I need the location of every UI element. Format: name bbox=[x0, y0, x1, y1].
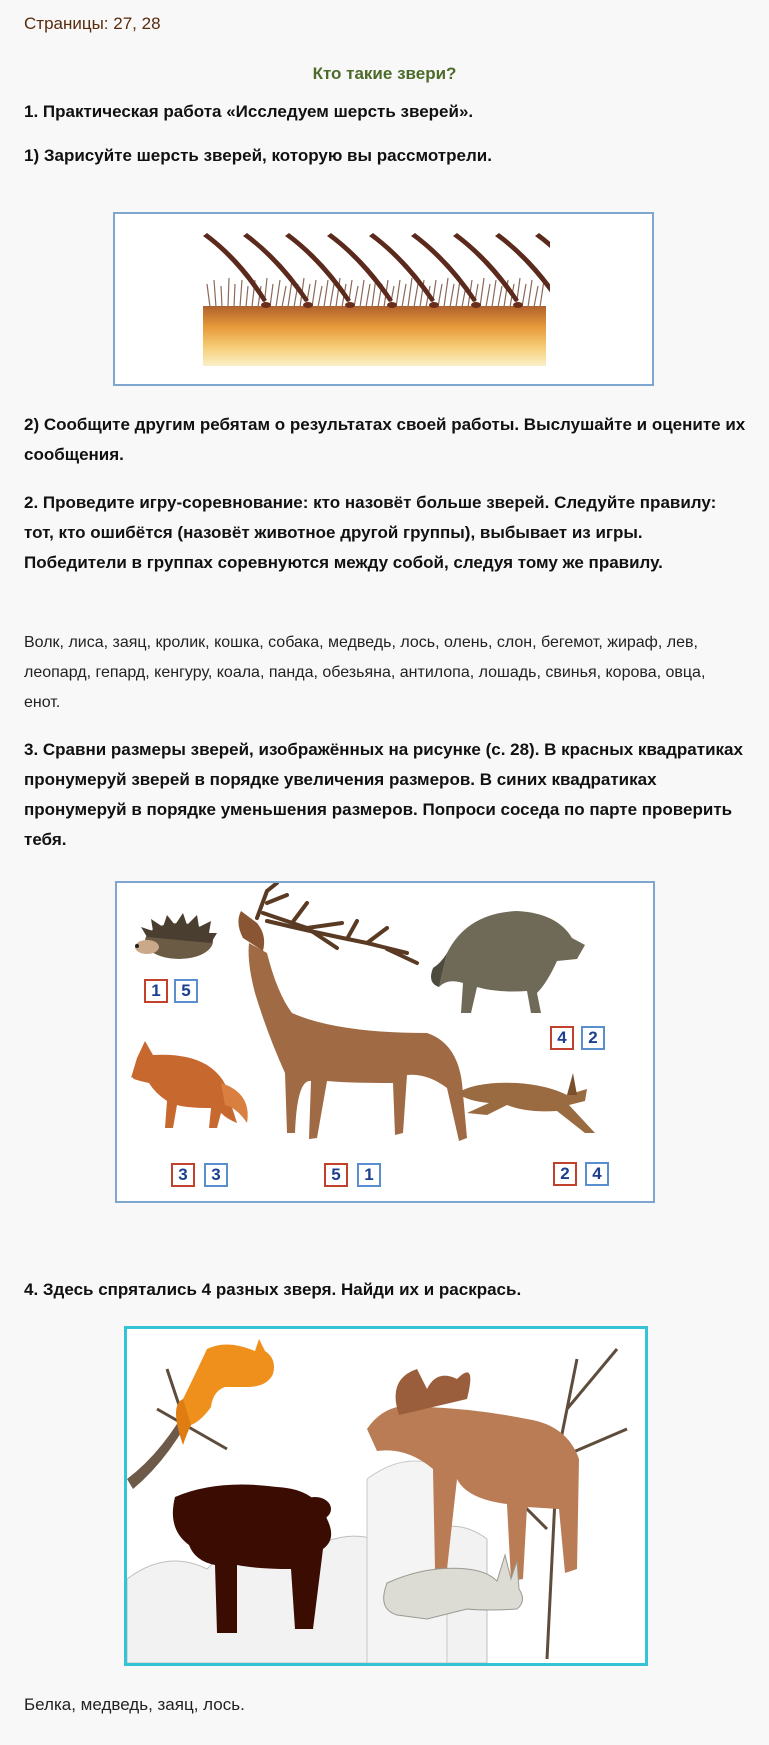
hedgehog-red-box[interactable]: 1 bbox=[144, 979, 168, 1003]
task4-answer: Белка, медведь, заяц, лось. bbox=[24, 1695, 245, 1714]
wolf-drawing bbox=[431, 911, 585, 1013]
wolf-red-box[interactable]: 4 bbox=[550, 1026, 574, 1050]
fox-blue-box[interactable]: 3 bbox=[204, 1163, 228, 1187]
hidden-animals-illustration bbox=[127, 1329, 645, 1663]
task1-step2: 2) Сообщите другим ребятам о результатах своей работы. Выслушайте и оцените их сообщения. bbox=[24, 415, 746, 464]
hidden-animals-figure bbox=[124, 1326, 648, 1666]
task3-text: 3. Сравни размеры зверей, изображённых на рисунке (с. 28). В красных квадратиках пронумеруй зверей в порядке увеличения размеров. В синих квадратиках пронумеруй в порядке уменьшения размеров. Попроси соседа по парте проверить тебя. bbox=[24, 740, 743, 849]
hedgehog-blue-box[interactable]: 5 bbox=[174, 979, 198, 1003]
hare-drawing bbox=[457, 1073, 595, 1133]
task1-step1: 1) Зарисуйте шерсть зверей, которую вы рассмотрели. bbox=[24, 146, 492, 165]
task4-text: 4. Здесь спрятались 4 разных зверя. Найди их и раскрась. bbox=[24, 1280, 522, 1299]
page-title: Кто такие звери? bbox=[312, 64, 457, 83]
hare-blue-box[interactable]: 4 bbox=[585, 1162, 609, 1186]
wolf-blue-box[interactable]: 2 bbox=[581, 1026, 605, 1050]
fur-figure bbox=[113, 212, 654, 386]
fox-drawing bbox=[131, 1041, 248, 1128]
deer-drawing bbox=[238, 883, 467, 1141]
animals-figure bbox=[115, 881, 655, 1203]
task2-answer: Волк, лиса, заяц, кролик, кошка, собака, медведь, лось, олень, слон, бегемот, жираф, лев, леопард, гепард, кенгуру, коала, панда, обезьяна, антилопа, лошадь, свинья, корова, овца, енот. bbox=[24, 634, 706, 711]
pages-reference: Страницы: 27, 28 bbox=[24, 14, 161, 33]
fox-red-box[interactable]: 3 bbox=[171, 1163, 195, 1187]
deer-blue-box[interactable]: 1 bbox=[357, 1163, 381, 1187]
fur-illustration bbox=[115, 214, 652, 384]
hedgehog-drawing bbox=[135, 913, 217, 959]
task2-text: 2. Проведите игру-соревнование: кто назовёт больше зверей. Следуйте правилу: тот, кто ошибётся (назовёт животное другой группы), выбывает из игры. Победители в группах соревнуются между собой, следуя тому же правилу. bbox=[24, 493, 717, 572]
hare-red-box[interactable]: 2 bbox=[553, 1162, 577, 1186]
deer-red-box[interactable]: 5 bbox=[324, 1163, 348, 1187]
task1-heading: 1. Практическая работа «Исследуем шерсть зверей». bbox=[24, 102, 474, 121]
